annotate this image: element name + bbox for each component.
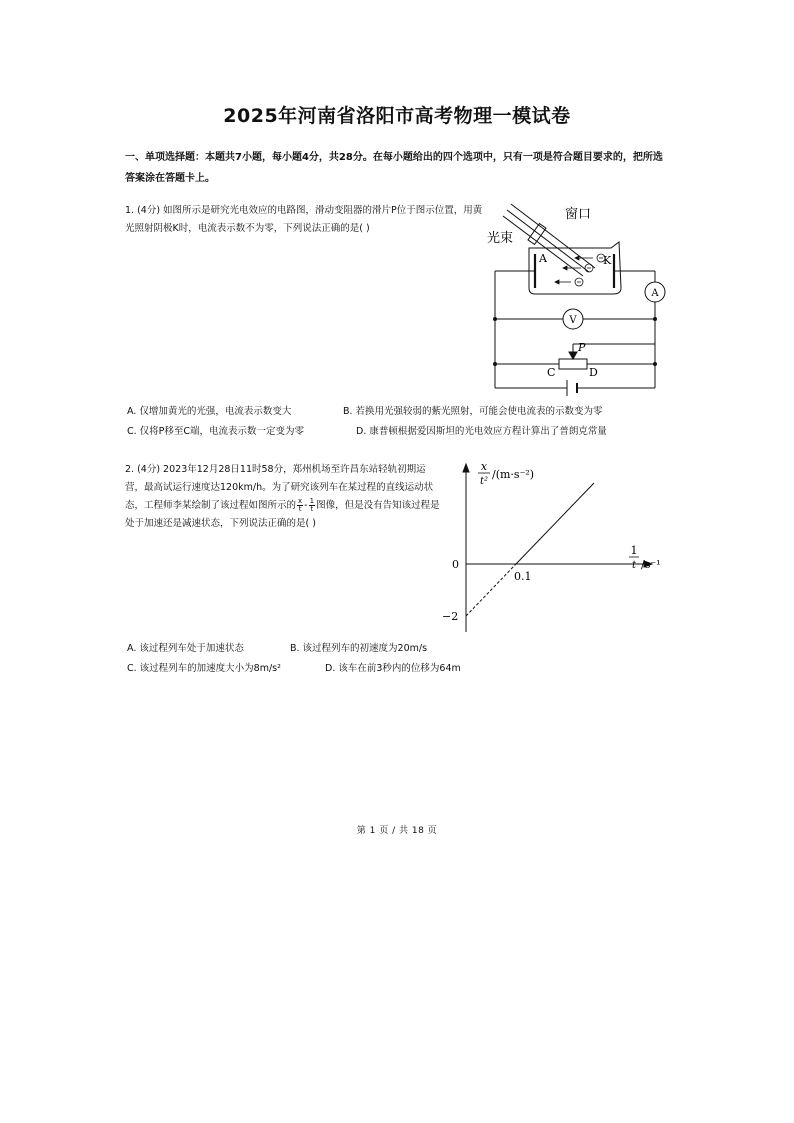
- photoelectric-circuit-figure: [483, 196, 673, 396]
- q2-option-a[interactable]: A. 该过程列车处于加速状态: [127, 643, 244, 654]
- rheostat: [559, 359, 587, 369]
- section-heading: 一、单项选择题：本题共7小题，每小题4分，共28分。在每小题给出的四个选项中，只有一项是符合题目要求的，把所选答案涂在答题卡上。: [125, 152, 663, 184]
- y-label-den: t²: [479, 476, 489, 487]
- question-2-text: [125, 461, 443, 533]
- slider-arrow: [569, 352, 577, 359]
- q2-text-before: 2. (4分) 2023年12月28日11时58分，郑州机场至许昌东站轻轨初期运营，最高试运行速度达120km/h。为了研究该列车在某过程的直线运动状态，工程师李某绘制了该过程如图所示的: [125, 464, 434, 511]
- solid-line: [516, 483, 594, 564]
- q1-option-d[interactable]: D. 康普顿根据爱因斯坦的光电效应方程计算出了普朗克常量: [356, 426, 607, 437]
- one-over-t-fraction: $\frac{1}{t}$: [309, 497, 315, 513]
- window-label: 窗口: [565, 207, 592, 222]
- y-intercept-label: −2: [442, 610, 459, 623]
- q2-text-after: 图像，但是没有告知该过程是处于加速还是减速状态，下列说法正确的是( ): [125, 500, 440, 529]
- slider-label: P: [578, 341, 586, 354]
- q1-option-a[interactable]: A. 仅增加黄光的光强，电流表示数变大: [127, 406, 292, 417]
- x-over-t-fraction: $\frac{x}{t}$: [298, 497, 303, 513]
- q2-option-d[interactable]: D. 该车在前3秒内的位移为64m: [325, 663, 461, 674]
- voltmeter-label: V: [569, 315, 577, 326]
- origin-label: 0: [452, 558, 459, 571]
- q2-option-b[interactable]: B. 该过程列车的初速度为20m/s: [290, 643, 428, 654]
- d-label: D: [589, 366, 598, 379]
- q2-sep: -: [304, 500, 308, 511]
- x-t2-vs-1-t-graph: [438, 456, 672, 636]
- y-unit: /(m·s⁻²): [492, 468, 535, 481]
- ammeter-label: A: [651, 288, 659, 299]
- beam-label: 光束: [487, 231, 514, 246]
- light-ray-3: [503, 216, 583, 276]
- q2-option-c[interactable]: C. 该过程列车的加速度大小为8m/s²: [127, 663, 281, 674]
- c-label: C: [547, 366, 556, 379]
- q1-option-c[interactable]: C. 仅将P移至C端，电流表示数一定变为零: [127, 426, 305, 437]
- anode-label: A: [539, 252, 547, 265]
- y-label-num: x: [480, 460, 488, 473]
- q1-option-b[interactable]: B. 若换用光强较弱的紫光照射，可能会使电流表的示数变为零: [343, 406, 603, 417]
- page-footer: 第 1 页 / 共 18 页: [356, 826, 438, 836]
- dashed-line: [466, 564, 516, 616]
- page-title: 2025年河南省洛阳市高考物理一模试卷: [223, 105, 571, 127]
- x-intercept-label: 0.1: [514, 570, 532, 583]
- x-label-den: t: [631, 560, 637, 571]
- cathode-label: K: [603, 254, 612, 267]
- window-glass: [528, 224, 546, 245]
- question-1-text: 1. (4分) 如图所示是研究光电效应的电路图，滑动变阻器的滑片P位于图示位置，用黄光照射阴极K时，电流表示数不为零，下列说法正确的是( ): [125, 205, 483, 234]
- x-unit: /s⁻¹: [641, 558, 661, 571]
- x-label-num: 1: [630, 544, 638, 557]
